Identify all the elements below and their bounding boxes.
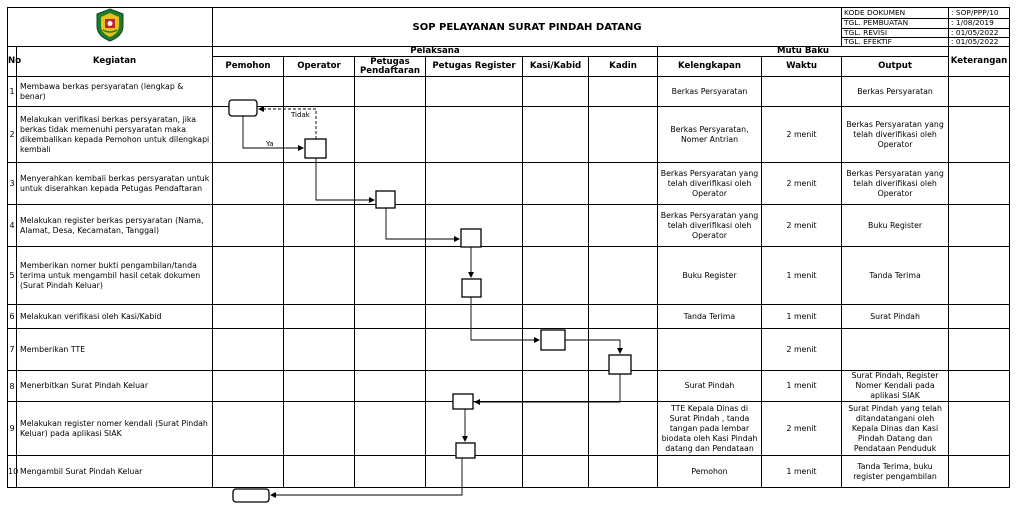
pemohon-cell — [213, 247, 284, 305]
activity-cell: Memberikan TTE — [17, 329, 213, 371]
meta-key: TGL. PEMBUATAN — [842, 19, 949, 28]
keterangan-cell — [949, 456, 1010, 488]
pemohon-cell — [213, 205, 284, 247]
output-cell — [842, 329, 949, 371]
row-number: 7 — [8, 329, 17, 371]
petugas-pendaftaran-cell — [355, 456, 426, 488]
column-kadin: Kadin — [589, 57, 658, 77]
keterangan-cell — [949, 205, 1010, 247]
keterangan-cell — [949, 163, 1010, 205]
waktu-cell: 2 menit — [762, 107, 842, 163]
waktu-cell: 1 menit — [762, 456, 842, 488]
column-operator: Operator — [284, 57, 355, 77]
activity-cell: Memberikan nomer bukti pengambilan/tanda terima untuk mengambil hasil cetak dokumen (Surat Pindah Keluar) — [17, 247, 213, 305]
pemohon-cell — [213, 163, 284, 205]
waktu-cell: 1 menit — [762, 247, 842, 305]
activity-cell: Melakukan verifikasi berkas persyaratan, jika berkas tidak memenuhi persyaratan maka dikembalikan kepada Pemohon untuk dilengkapi kembali — [17, 107, 213, 163]
kasi-kabid-cell — [523, 305, 589, 329]
meta-value: : 1/08/2019 — [949, 19, 1010, 28]
kelengkapan-cell: TTE Kepala Dinas di Surat Pindah , tanda tangan pada lembar biodata oleh Kasi Pindah datang dan Pendataan — [658, 402, 762, 456]
petugas-pendaftaran-cell — [355, 329, 426, 371]
kadin-cell — [589, 247, 658, 305]
keterangan-cell — [949, 107, 1010, 163]
column-petugas-register: Petugas Register — [426, 57, 523, 77]
kadin-cell — [589, 305, 658, 329]
petugas-register-cell — [426, 163, 523, 205]
petugas-pendaftaran-cell — [355, 205, 426, 247]
kasi-kabid-cell — [523, 402, 589, 456]
row-number: 4 — [8, 205, 17, 247]
waktu-cell: 2 menit — [762, 163, 842, 205]
operator-cell — [284, 305, 355, 329]
operator-cell — [284, 402, 355, 456]
activity-cell: Membawa berkas persyaratan (lengkap & benar) — [17, 77, 213, 107]
petugas-register-cell — [426, 205, 523, 247]
column-waktu: Waktu — [762, 57, 842, 77]
row-number: 1 — [8, 77, 17, 107]
table-row — [8, 247, 1010, 305]
operator-cell — [284, 205, 355, 247]
column-pemohon: Pemohon — [213, 57, 284, 77]
regency-emblem-icon — [95, 8, 125, 42]
output-cell: Surat Pindah, Register Nomer Kendali pada aplikasi SIAK — [842, 371, 949, 402]
kelengkapan-cell: Surat Pindah — [658, 371, 762, 402]
kelengkapan-cell: Buku Register — [658, 247, 762, 305]
kasi-kabid-cell — [523, 107, 589, 163]
operator-cell — [284, 107, 355, 163]
flow-label-ya: Ya — [266, 140, 274, 148]
petugas-register-cell — [426, 371, 523, 402]
keterangan-cell — [949, 77, 1010, 107]
output-cell: Surat Pindah yang telah ditandatangani oleh Kepala Dinas dan Kasi Pindah Datang dan Pendataan Penduduk — [842, 402, 949, 456]
table-body — [8, 77, 1010, 488]
column-kegiatan: Kegiatan — [17, 47, 213, 77]
table-row — [8, 329, 1010, 371]
operator-cell — [284, 371, 355, 402]
kelengkapan-cell: Tanda Terima — [658, 305, 762, 329]
operator-cell — [284, 163, 355, 205]
keterangan-cell — [949, 402, 1010, 456]
column-pelaksana: Pelaksana — [213, 47, 658, 57]
kasi-kabid-cell — [523, 456, 589, 488]
page-title: SOP PELAYANAN SURAT PINDAH DATANG — [213, 8, 842, 47]
output-cell: Buku Register — [842, 205, 949, 247]
kelengkapan-cell: Pemohon — [658, 456, 762, 488]
row-number: 5 — [8, 247, 17, 305]
activity-cell: Menyerahkan kembali berkas persyaratan untuk untuk diserahkan kepada Petugas Pendaftaran — [17, 163, 213, 205]
step-10-pemohon-end-shape — [233, 489, 269, 502]
petugas-pendaftaran-cell — [355, 163, 426, 205]
column-kelengkapan: Kelengkapan — [658, 57, 762, 77]
pemohon-cell — [213, 329, 284, 371]
petugas-register-cell — [426, 329, 523, 371]
pemohon-cell — [213, 456, 284, 488]
column-no: No — [8, 47, 17, 77]
row-number: 9 — [8, 402, 17, 456]
activity-cell: Melakukan verifikasi oleh Kasi/Kabid — [17, 305, 213, 329]
kasi-kabid-cell — [523, 329, 589, 371]
activity-cell: Menerbitkan Surat Pindah Keluar — [17, 371, 213, 402]
row-number: 2 — [8, 107, 17, 163]
petugas-pendaftaran-cell — [355, 77, 426, 107]
meta-value: : 01/05/2022 — [949, 28, 1010, 37]
row-number: 10 — [8, 456, 17, 488]
row-number: 3 — [8, 163, 17, 205]
table-row — [8, 456, 1010, 488]
petugas-pendaftaran-cell — [355, 402, 426, 456]
kasi-kabid-cell — [523, 205, 589, 247]
column-output: Output — [842, 57, 949, 77]
kelengkapan-cell: Berkas Persyaratan, Nomer Antrian — [658, 107, 762, 163]
pemohon-cell — [213, 305, 284, 329]
output-cell: Surat Pindah — [842, 305, 949, 329]
operator-cell — [284, 329, 355, 371]
meta-value: : 01/05/2022 — [949, 37, 1010, 46]
row-number: 8 — [8, 371, 17, 402]
petugas-register-cell — [426, 77, 523, 107]
activity-cell: Melakukan register nomer kendali (Surat Pindah Keluar) pada aplikasi SIAK — [17, 402, 213, 456]
waktu-cell: 2 menit — [762, 205, 842, 247]
waktu-cell — [762, 77, 842, 107]
keterangan-cell — [949, 247, 1010, 305]
row-number: 6 — [8, 305, 17, 329]
flow-label-tidak: Tidak — [291, 111, 310, 119]
table-row — [8, 305, 1010, 329]
activity-cell: Mengambil Surat Pindah Keluar — [17, 456, 213, 488]
pemohon-cell — [213, 402, 284, 456]
kasi-kabid-cell — [523, 371, 589, 402]
kadin-cell — [589, 402, 658, 456]
waktu-cell: 2 menit — [762, 329, 842, 371]
output-cell: Berkas Persyaratan yang telah diverifikasi oleh Operator — [842, 163, 949, 205]
petugas-register-cell — [426, 107, 523, 163]
logo-cell — [8, 8, 213, 47]
kasi-kabid-cell — [523, 77, 589, 107]
column-keterangan: Keterangan — [949, 47, 1010, 77]
sop-table — [7, 7, 1010, 488]
kasi-kabid-cell — [523, 247, 589, 305]
petugas-pendaftaran-cell — [355, 305, 426, 329]
waktu-cell: 2 menit — [762, 402, 842, 456]
kadin-cell — [589, 163, 658, 205]
petugas-pendaftaran-cell — [355, 247, 426, 305]
kadin-cell — [589, 205, 658, 247]
kadin-cell — [589, 456, 658, 488]
table-row — [8, 371, 1010, 402]
petugas-pendaftaran-cell — [355, 371, 426, 402]
keterangan-cell — [949, 329, 1010, 371]
table-row — [8, 402, 1010, 456]
kelengkapan-cell: Berkas Persyaratan yang telah diverifikasi oleh Operator — [658, 205, 762, 247]
waktu-cell: 1 menit — [762, 305, 842, 329]
kelengkapan-cell — [658, 329, 762, 371]
petugas-register-cell — [426, 456, 523, 488]
output-cell: Tanda Terima — [842, 247, 949, 305]
petugas-pendaftaran-cell — [355, 107, 426, 163]
pemohon-cell — [213, 371, 284, 402]
petugas-register-cell — [426, 402, 523, 456]
operator-cell — [284, 77, 355, 107]
operator-cell — [284, 247, 355, 305]
column-kasi-kabid: Kasi/Kabid — [523, 57, 589, 77]
kelengkapan-cell: Berkas Persyaratan — [658, 77, 762, 107]
meta-key: TGL. REVISI — [842, 28, 949, 37]
kadin-cell — [589, 77, 658, 107]
activity-cell: Melakukan register berkas persyaratan (Nama, Alamat, Desa, Kecamatan, Tanggal) — [17, 205, 213, 247]
column-mutu-baku: Mutu Baku — [658, 47, 949, 57]
meta-key: TGL. EFEKTIF — [842, 37, 949, 46]
kasi-kabid-cell — [523, 163, 589, 205]
meta-key: KODE DOKUMEN — [842, 8, 949, 19]
petugas-register-cell — [426, 305, 523, 329]
keterangan-cell — [949, 305, 1010, 329]
kadin-cell — [589, 107, 658, 163]
output-cell: Berkas Persyaratan — [842, 77, 949, 107]
kelengkapan-cell: Berkas Persyaratan yang telah diverifikasi oleh Operator — [658, 163, 762, 205]
table-row — [8, 205, 1010, 247]
kadin-cell — [589, 371, 658, 402]
keterangan-cell — [949, 371, 1010, 402]
output-cell: Berkas Persyaratan yang telah diverifikasi oleh Operator — [842, 107, 949, 163]
operator-cell — [284, 456, 355, 488]
output-cell: Tanda Terima, buku register pengambilan — [842, 456, 949, 488]
meta-value: : SOP/PPP/10 — [949, 8, 1010, 19]
kadin-cell — [589, 329, 658, 371]
waktu-cell: 1 menit — [762, 371, 842, 402]
column-petugas-pendaftaran: Petugas Pendaftaran — [355, 57, 426, 77]
petugas-register-cell — [426, 247, 523, 305]
table-row — [8, 163, 1010, 205]
pemohon-cell — [213, 107, 284, 163]
pemohon-cell — [213, 77, 284, 107]
table-row — [8, 107, 1010, 163]
table-row — [8, 77, 1010, 107]
